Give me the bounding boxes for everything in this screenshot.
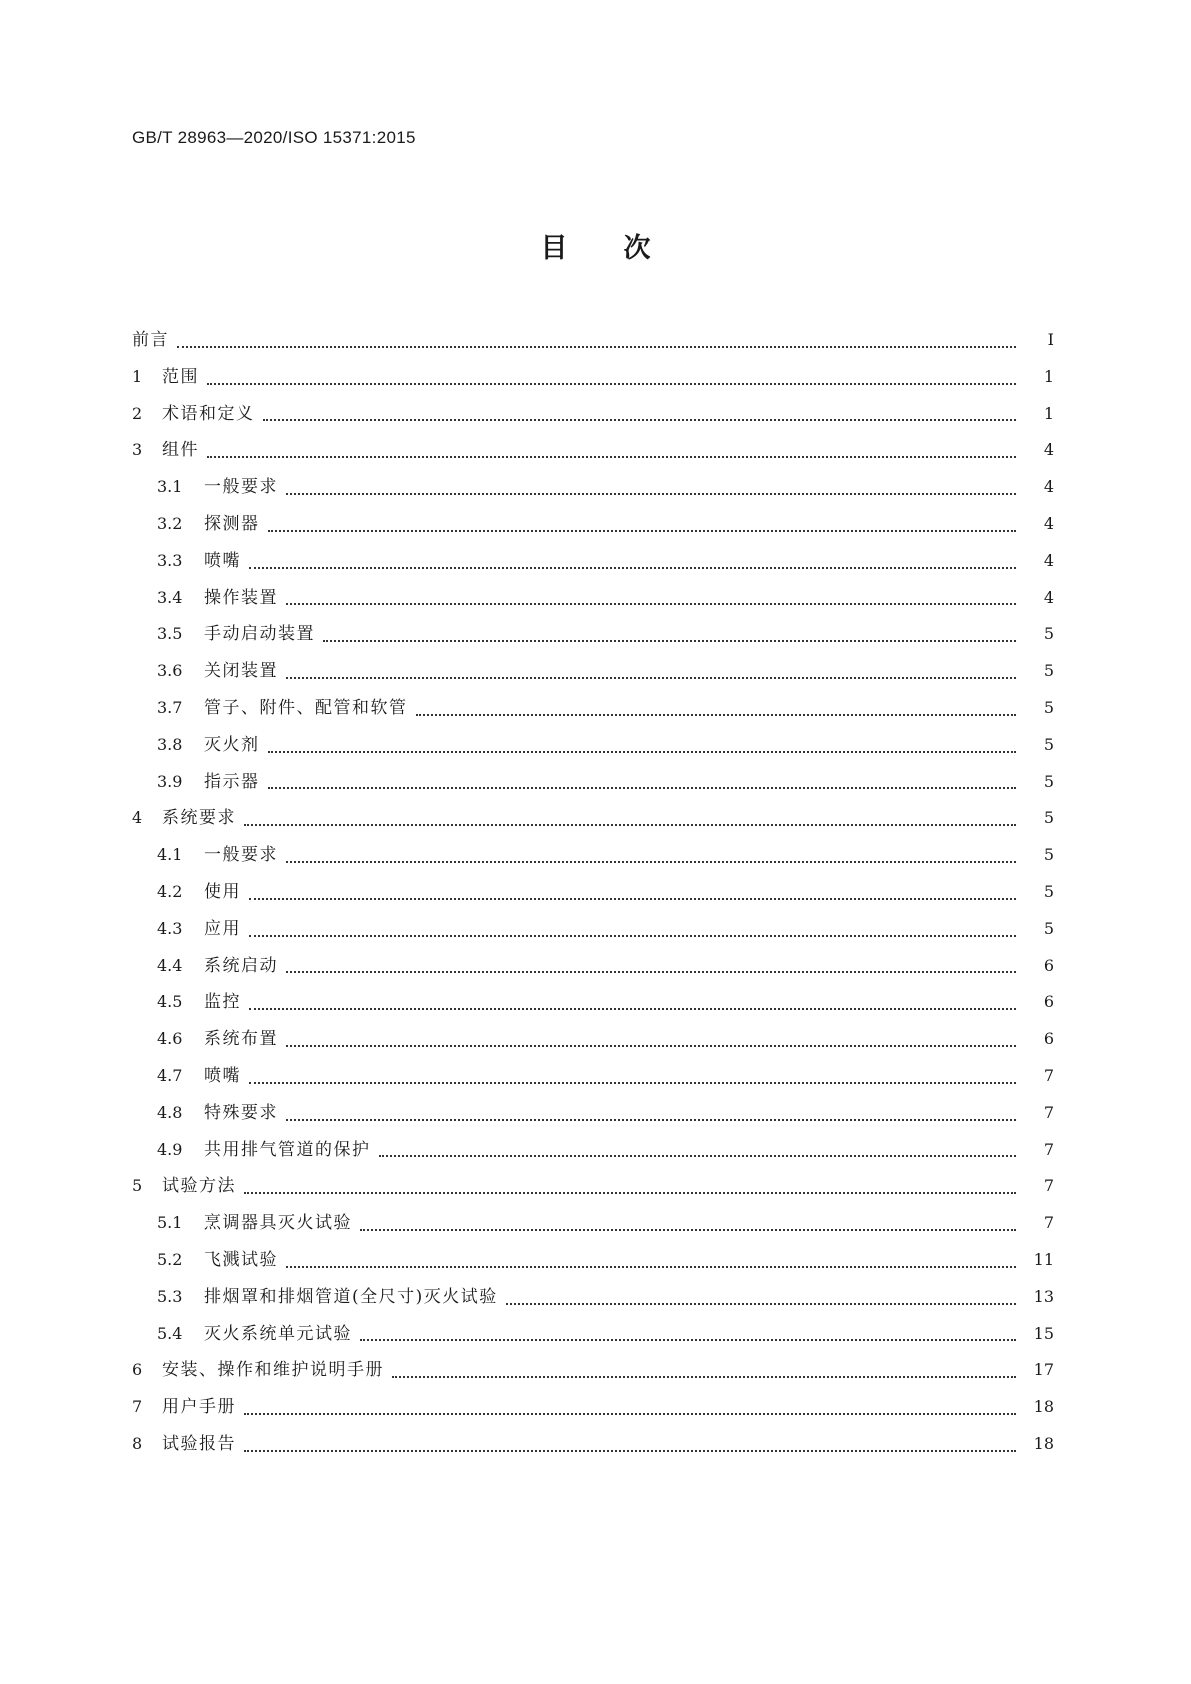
toc-dot-leader: [286, 676, 1016, 679]
toc-dot-leader: [207, 382, 1016, 385]
toc-entry-page: 5: [1043, 624, 1054, 644]
toc-entry-label: 前言: [132, 330, 169, 350]
toc-entry-page: 7: [1043, 1176, 1054, 1196]
toc-entry-label: 应用: [204, 918, 241, 939]
toc-dot-leader: [286, 1044, 1016, 1047]
toc-dot-leader: [360, 1228, 1016, 1231]
toc-entry[interactable]: [132, 1061, 1054, 1098]
toc-entry-page: 7: [1043, 1065, 1054, 1085]
toc-entry[interactable]: [132, 583, 1054, 620]
toc-dot-leader: [506, 1302, 1016, 1305]
toc-entry-label: 烹调器具灭火试验: [204, 1213, 352, 1234]
toc-entry-number: 5.3: [157, 1286, 183, 1306]
toc-dot-leader: [379, 1154, 1017, 1157]
toc-entry-label: 管子、附件、配管和软管: [204, 697, 408, 718]
toc-dot-leader: [286, 1265, 1016, 1268]
toc-entry-label: 系统布置: [204, 1029, 278, 1050]
toc-entry-page: 6: [1043, 992, 1054, 1012]
toc-entry-label: 指示器: [204, 771, 260, 792]
toc-entry[interactable]: [132, 656, 1054, 693]
toc-entry-number: 8: [132, 1433, 143, 1453]
toc-entry[interactable]: [132, 1282, 1054, 1319]
toc-entry-label: 喷嘴: [204, 1065, 241, 1086]
toc-dot-leader: [249, 1081, 1016, 1084]
toc-entry-page: 5: [1043, 734, 1054, 754]
toc-entry-label: 一般要求: [204, 477, 278, 498]
toc-entry-label: 范围: [162, 366, 199, 387]
toc-entry-page: 17: [1033, 1360, 1054, 1380]
toc-dot-leader: [244, 1191, 1016, 1194]
toc-entry[interactable]: [132, 1392, 1054, 1429]
toc-entry-number: 6: [132, 1360, 143, 1380]
toc-entry-page: 4: [1043, 477, 1054, 497]
toc-entry[interactable]: [132, 399, 1054, 436]
toc-entry-label: 特殊要求: [204, 1102, 278, 1123]
toc-entry[interactable]: [132, 1171, 1054, 1208]
toc-entry-page: 4: [1043, 440, 1054, 460]
toc-entry-page: 7: [1043, 1139, 1054, 1159]
toc-dot-leader: [244, 1449, 1016, 1452]
toc-entry[interactable]: [132, 325, 1054, 362]
page-title: [0, 226, 1191, 265]
toc-entry-number: 7: [132, 1397, 143, 1417]
toc-entry[interactable]: [132, 362, 1054, 399]
toc-entry-number: 4.2: [157, 881, 183, 901]
toc-entry-page: 5: [1043, 697, 1054, 717]
toc-entry-label: 使用: [204, 881, 241, 902]
toc-entry-number: 3.1: [157, 477, 183, 497]
toc-entry-page: 7: [1043, 1102, 1054, 1122]
toc-dot-leader: [177, 345, 1016, 348]
toc-dot-leader: [249, 566, 1016, 569]
toc-entry[interactable]: [132, 914, 1054, 951]
toc-entry-number: 5.2: [157, 1249, 183, 1269]
toc-entry-number: 3.5: [157, 624, 183, 644]
toc-entry[interactable]: [132, 803, 1054, 840]
toc-dot-leader: [286, 492, 1016, 495]
toc-dot-leader: [249, 897, 1016, 900]
toc-entry[interactable]: [132, 1024, 1054, 1061]
toc-entry-number: 4.3: [157, 918, 183, 938]
toc-entry-label: 手动启动装置: [204, 624, 315, 645]
toc-dot-leader: [392, 1375, 1016, 1378]
toc-entry-number: 4.9: [157, 1139, 183, 1159]
toc-dot-leader: [323, 639, 1016, 642]
toc-entry-page: 4: [1043, 587, 1054, 607]
toc-dot-leader: [207, 455, 1016, 458]
toc-entry-label: 监控: [204, 992, 241, 1013]
toc-entry[interactable]: [132, 1245, 1054, 1282]
toc-entry-label: 灭火系统单元试验: [204, 1323, 352, 1344]
toc-entry-label: 探测器: [204, 513, 260, 534]
toc-entry[interactable]: [132, 1429, 1054, 1466]
toc-dot-leader: [286, 602, 1016, 605]
toc-entry-label: 用户手册: [162, 1397, 236, 1418]
table-of-contents: [132, 325, 1054, 1466]
toc-entry-label: 关闭装置: [204, 661, 278, 682]
toc-entry-page: 5: [1043, 881, 1054, 901]
toc-entry-number: 4.6: [157, 1029, 183, 1049]
toc-entry[interactable]: [132, 840, 1054, 877]
toc-dot-leader: [249, 934, 1016, 937]
toc-entry-number: 3.6: [157, 661, 183, 681]
toc-entry-label: 系统启动: [204, 955, 278, 976]
toc-entry-page: 11: [1033, 1249, 1054, 1269]
toc-entry-number: 4.7: [157, 1065, 183, 1085]
toc-entry-number: 5.1: [157, 1213, 183, 1233]
toc-entry-label: 飞溅试验: [204, 1249, 278, 1270]
toc-entry-number: 1: [132, 366, 143, 386]
toc-entry-number: 3.8: [157, 734, 183, 754]
toc-entry-label: 系统要求: [162, 808, 236, 829]
toc-entry-number: 3.4: [157, 587, 183, 607]
toc-entry[interactable]: [132, 435, 1054, 472]
toc-entry-page: Ⅰ: [1047, 330, 1054, 349]
toc-entry-label: 喷嘴: [204, 550, 241, 571]
toc-dot-leader: [360, 1338, 1016, 1341]
toc-entry-page: 18: [1033, 1397, 1054, 1417]
toc-entry-label: 共用排气管道的保护: [204, 1139, 371, 1160]
toc-entry-number: 4.4: [157, 955, 183, 975]
toc-entry[interactable]: [132, 546, 1054, 583]
toc-entry-number: 3.3: [157, 550, 183, 570]
toc-entry-page: 1: [1043, 366, 1054, 386]
toc-entry[interactable]: [132, 509, 1054, 546]
toc-entry-page: 4: [1043, 513, 1054, 533]
toc-dot-leader: [268, 786, 1017, 789]
toc-entry[interactable]: [132, 987, 1054, 1024]
toc-entry-label: 试验方法: [162, 1176, 236, 1197]
toc-entry-page: 4: [1043, 550, 1054, 570]
toc-dot-leader: [244, 1412, 1016, 1415]
toc-entry[interactable]: [132, 619, 1054, 656]
toc-entry[interactable]: [132, 1355, 1054, 1392]
toc-entry[interactable]: [132, 472, 1054, 509]
toc-entry-label: 灭火剂: [204, 734, 260, 755]
toc-entry-number: 3.9: [157, 771, 183, 791]
toc-entry[interactable]: [132, 951, 1054, 988]
toc-entry-label: 安装、操作和维护说明手册: [162, 1360, 384, 1381]
toc-entry-number: 4.5: [157, 992, 183, 1012]
toc-entry-page: 5: [1043, 918, 1054, 938]
toc-entry-page: 5: [1043, 771, 1054, 791]
toc-entry[interactable]: [132, 1135, 1054, 1172]
toc-entry-page: 13: [1033, 1286, 1054, 1306]
toc-entry-page: 5: [1043, 661, 1054, 681]
toc-entry-page: 18: [1033, 1433, 1054, 1453]
toc-dot-leader: [416, 713, 1017, 716]
toc-entry-number: 4.1: [157, 845, 183, 865]
toc-dot-leader: [286, 970, 1016, 973]
toc-entry[interactable]: [132, 1208, 1054, 1245]
toc-entry-page: 6: [1043, 955, 1054, 975]
toc-entry-label: 组件: [162, 440, 199, 461]
title-char-2: 次: [623, 233, 651, 264]
toc-entry-number: 3: [132, 440, 143, 460]
toc-entry-label: 排烟罩和排烟管道(全尺寸)灭火试验: [204, 1286, 498, 1307]
toc-entry[interactable]: [132, 1098, 1054, 1135]
toc-entry[interactable]: [132, 877, 1054, 914]
toc-entry-label: 一般要求: [204, 845, 278, 866]
toc-entry[interactable]: [132, 693, 1054, 730]
toc-dot-leader: [286, 1118, 1016, 1121]
toc-dot-leader: [268, 750, 1017, 753]
toc-entry-page: 7: [1043, 1213, 1054, 1233]
toc-dot-leader: [268, 529, 1017, 532]
toc-dot-leader: [286, 860, 1016, 863]
toc-entry-label: 试验报告: [162, 1433, 236, 1454]
toc-entry-number: 4: [132, 808, 143, 828]
toc-dot-leader: [244, 823, 1016, 826]
toc-entry-page: 6: [1043, 1029, 1054, 1049]
toc-dot-leader: [249, 1007, 1016, 1010]
toc-entry[interactable]: [132, 767, 1054, 804]
toc-entry-number: 5: [132, 1176, 143, 1196]
toc-entry-number: 5.4: [157, 1323, 183, 1343]
toc-entry-number: 2: [132, 403, 143, 423]
title-char-1: 目: [540, 233, 568, 264]
toc-entry[interactable]: [132, 1319, 1054, 1356]
toc-entry-page: 15: [1033, 1323, 1054, 1343]
toc-entry[interactable]: [132, 730, 1054, 767]
standard-code: GB/T 28963—2020/ISO 15371:2015: [132, 128, 416, 147]
toc-entry-page: 1: [1043, 403, 1054, 423]
toc-entry-number: 3.7: [157, 697, 183, 717]
toc-entry-label: 操作装置: [204, 587, 278, 608]
toc-entry-number: 3.2: [157, 513, 183, 533]
toc-entry-number: 4.8: [157, 1102, 183, 1122]
toc-entry-page: 5: [1043, 845, 1054, 865]
toc-entry-page: 5: [1043, 808, 1054, 828]
toc-entry-label: 术语和定义: [162, 403, 255, 424]
toc-dot-leader: [263, 418, 1017, 421]
